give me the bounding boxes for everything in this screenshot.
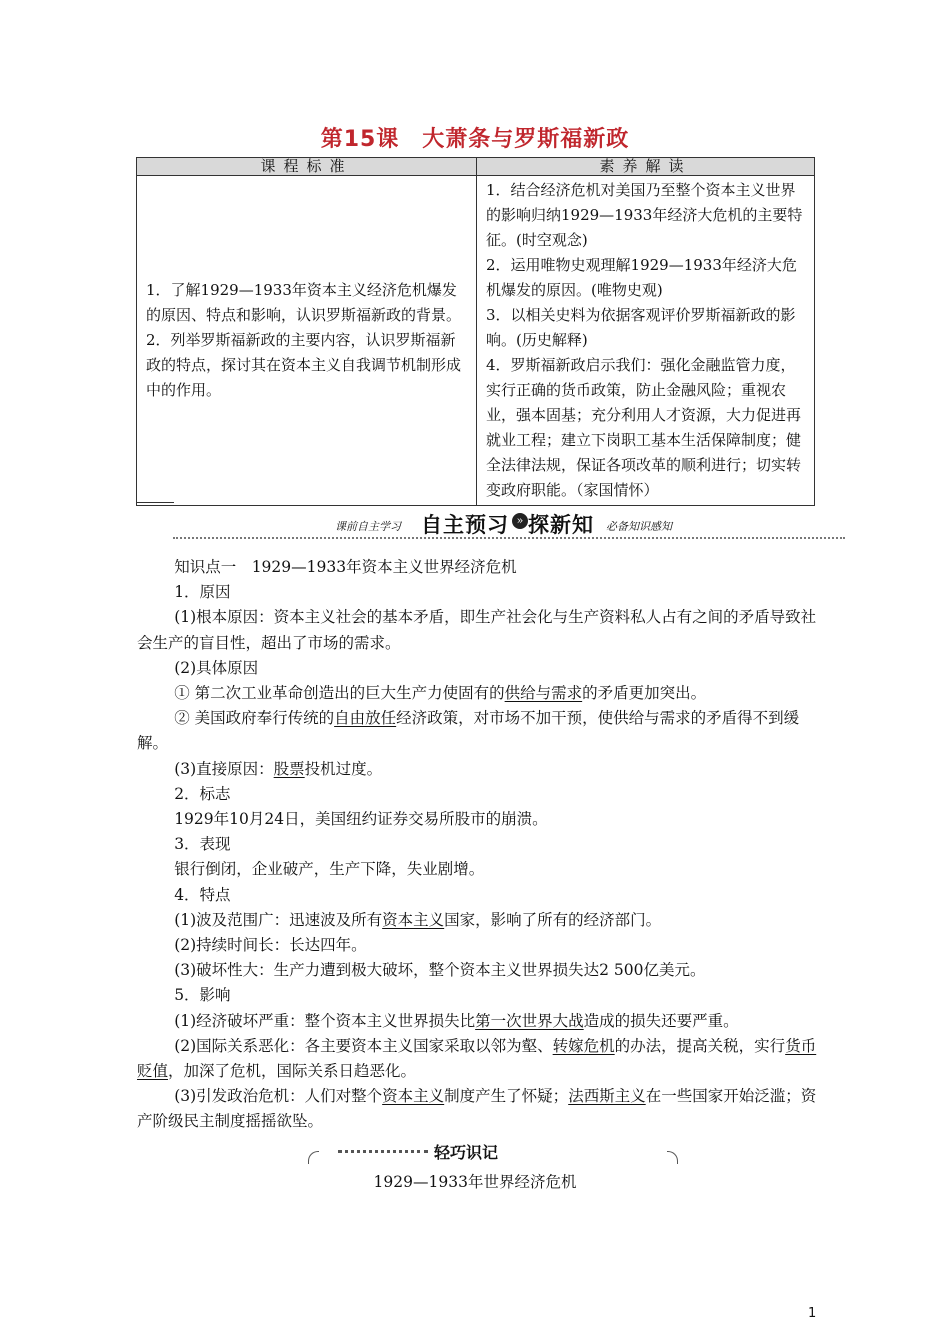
memory-tip-bar — [308, 1140, 678, 1164]
paragraph — [137, 1009, 817, 1034]
standards-table — [136, 157, 815, 506]
knowledge-point-heading: 知识点一 1929—1933年资本主义世界经济危机 — [174, 558, 517, 576]
banner-title-right: 探新知 — [528, 513, 594, 537]
text: 国家，影响了所有的经济部门。 — [444, 910, 662, 929]
literacy-cell — [477, 176, 815, 506]
literacy-item: 4．罗斯福新政启示我们：强化金融监管力度，实行正确的货币政策，防止金融风险；重视农业，强本固基；充分利用人才资源，大力促进再就业工程；建立下岗职工基本生活保障制度；健全法律法规，保证各项改革的顺利进行；切实转变政府职能。（家国情怀） — [486, 356, 802, 499]
paragraph — [137, 681, 817, 706]
banner-small-left: 课前自主学习 — [335, 520, 401, 533]
paragraph — [137, 908, 817, 933]
key-term: 转嫁危机 — [552, 1036, 615, 1055]
paragraph: (2)持续时间长：长达四年。 — [174, 936, 367, 955]
standard-item: 1．了解1929—1933年资本主义经济危机爆发的原因、特点和影响，认识罗斯福新政的背景。 — [146, 281, 462, 324]
paragraph: 银行倒闭，企业破产，生产下降，失业剧增。 — [174, 860, 485, 879]
section-heading: 4．特点 — [174, 885, 231, 904]
section-heading: 1．原因 — [174, 583, 231, 602]
standards-cell — [137, 176, 477, 506]
paragraph: 1929年10月24日，美国纽约证券交易所股市的崩溃。 — [174, 810, 548, 829]
text: ② 美国政府奉行传统的 — [174, 709, 335, 728]
lesson-title: 第15课 大萧条与罗斯福新政 — [320, 127, 630, 152]
key-term: 自由放任 — [334, 709, 397, 728]
key-term: 第一次世界大战 — [475, 1011, 584, 1030]
banner-title-left: 自主预习 — [421, 513, 509, 537]
standard-item: 2．列举罗斯福新政的主要内容，认识罗斯福新政的特点，探讨其在资本主义自我调节机制形成中的作用。 — [146, 331, 462, 399]
text: 在一些国家开始泛滥；资产阶级民主制度摇摇欲坠。 — [137, 1087, 817, 1131]
paragraph — [137, 757, 817, 782]
literacy-item: 3．以相关史料为依据客观评价罗斯福新政的影响。(历史解释) — [486, 306, 796, 349]
memory-tip-subtitle: 1929—1933年世界经济危机 — [373, 1173, 577, 1191]
key-term: 货币贬值 — [137, 1036, 817, 1081]
literacy-item: 1．结合经济危机对美国乃至整个资本主义世界的影响归纳1929—1933年经济大危机的主要特征。(时空观念) — [486, 181, 803, 249]
text: ① 第二次工业革命创造出的巨大生产力使固有的 — [174, 684, 505, 703]
text: (1)波及范围广：迅速波及所有 — [174, 910, 383, 929]
text: (2)国际关系恶化：各主要资本主义国家采取以邻为壑、 — [174, 1036, 553, 1055]
text: 的矛盾更加突出。 — [582, 684, 707, 703]
col-header-literacy: 素养解读 — [477, 158, 815, 176]
text: 制度产生了怀疑； — [444, 1087, 569, 1106]
text: (3)直接原因： — [174, 759, 274, 778]
dotted-ornament — [338, 1150, 428, 1153]
bracket-left — [308, 1151, 319, 1164]
col-header-standards: 课程标准 — [137, 158, 477, 176]
text: 投机过度。 — [304, 759, 383, 778]
literacy-item: 2．运用唯物史观理解1929—1933年经济大危机爆发的原因。(唯物史观) — [486, 256, 797, 299]
key-term: 资本主义 — [382, 910, 445, 929]
paragraph: (2)具体原因 — [174, 658, 259, 677]
content-body — [137, 555, 817, 1135]
paragraph: (3)破坏性大：生产力遭到极大破坏，整个资本主义世界损失达2 500亿美元。 — [174, 961, 706, 980]
paragraph — [137, 706, 817, 756]
arrow-icon: » — [512, 513, 528, 529]
banner-small-right: 必备知识感知 — [606, 520, 672, 533]
text: 经济政策，对市场不加干预，使供给与需求的矛盾得不到缓解。 — [137, 709, 800, 753]
page-number: 1 — [808, 1306, 817, 1321]
text: 造成的损失还要严重。 — [583, 1011, 739, 1030]
banner-dotted-rule — [173, 537, 845, 539]
key-term: 供给与需求 — [504, 684, 583, 703]
paragraph — [137, 1034, 817, 1084]
bracket-right — [667, 1151, 678, 1164]
section-heading: 5．影响 — [174, 986, 231, 1005]
paragraph: (1)根本原因：资本主义社会的基本矛盾，即生产社会化与生产资料私人占有之间的矛盾导致社会生产的盲目性，超出了市场的需求。 — [137, 608, 817, 652]
text: ，加深了危机，国际关系日趋恶化。 — [168, 1062, 417, 1081]
key-term: 资本主义 — [382, 1087, 445, 1106]
key-term: 法西斯主义 — [568, 1087, 646, 1106]
section-banner — [173, 509, 845, 543]
table-foot-rule — [136, 502, 174, 503]
text: 的办法，提高关税，实行 — [614, 1036, 786, 1055]
text: (1)经济破坏严重：整个资本主义世界损失比 — [174, 1011, 476, 1030]
memory-tip-label: 轻巧识记 — [428, 1140, 504, 1163]
section-heading: 3．表现 — [174, 835, 231, 854]
text: (3)引发政治危机：人们对整个 — [174, 1087, 383, 1106]
paragraph — [137, 1084, 817, 1134]
key-term: 股票 — [273, 759, 305, 778]
section-heading: 2．标志 — [174, 784, 231, 803]
